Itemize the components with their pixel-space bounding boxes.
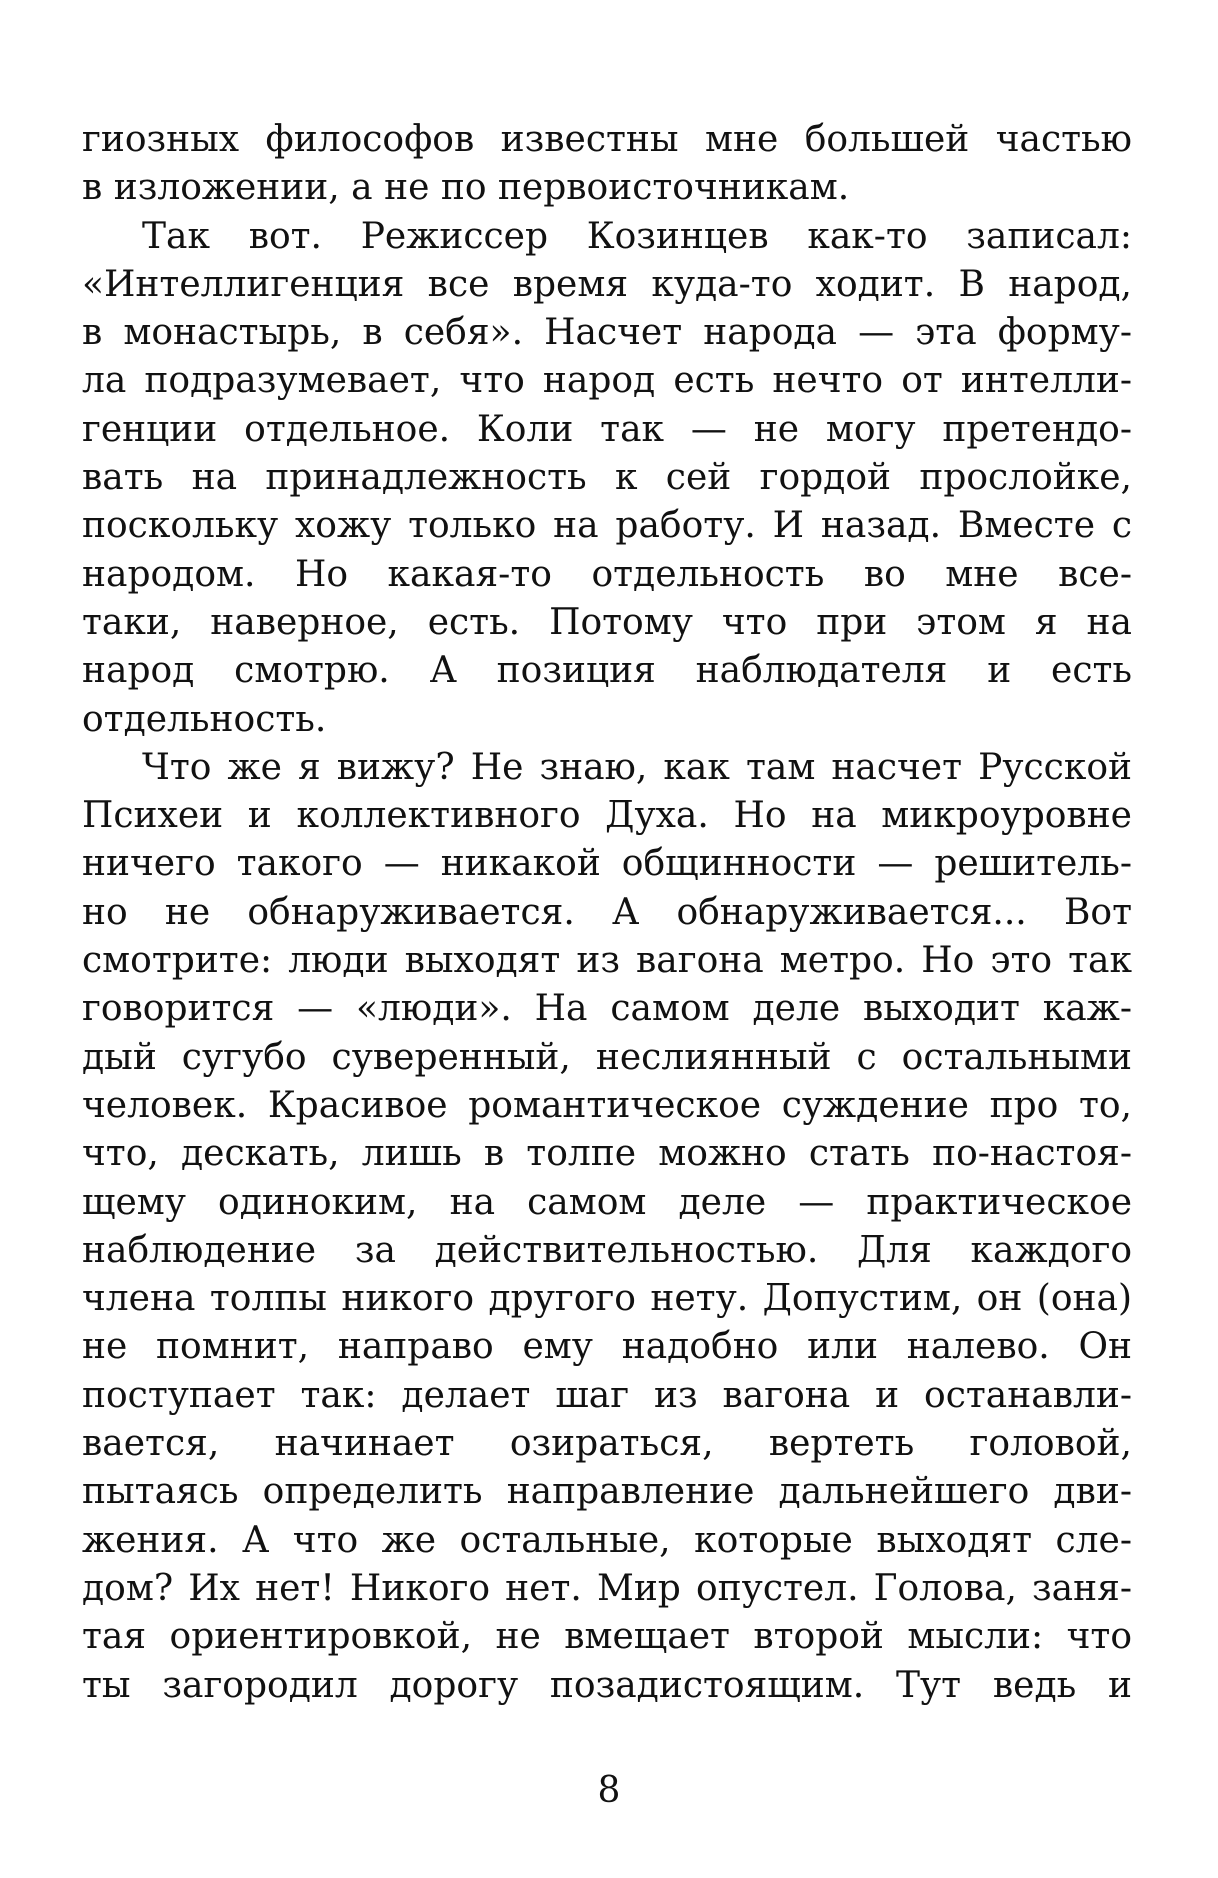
text-line: «Интеллигенция все время куда-то ходит. В народ,	[82, 263, 1132, 305]
text-line: ла подразумевает, что народ есть нечто от интелли-	[82, 360, 1132, 402]
text-line: отдельность.	[82, 698, 327, 740]
text-line: дом? Их нет! Никого нет. Мир опустел. Голова, заня-	[82, 1567, 1132, 1609]
text-line: человек. Красивое романтическое суждение про то,	[82, 1084, 1132, 1126]
text-line: гиозных философов известны мне большей частью	[82, 119, 1132, 160]
text-line: щему одиноким, на самом деле — практическое	[82, 1181, 1132, 1223]
text-line: таки, наверное, есть. Потому что при этом я на	[82, 601, 1132, 643]
text-line: ты загородил дорогу позадистоящим. Тут ведь и	[82, 1664, 1132, 1706]
text-line: вать на принадлежность к сей гордой прослойке,	[82, 457, 1132, 499]
text-line: вается, начинает озираться, вертеть головой,	[82, 1423, 1132, 1465]
text-line: ничего такого — никакой общинности — решитель-	[82, 843, 1132, 885]
text-line: члена толпы никого другого нету. Допустим, он (она)	[82, 1278, 1132, 1320]
text-line: наблюдение за действительностью. Для каждого	[82, 1229, 1132, 1271]
text-line: генции отдельное. Коли так — не могу претендо-	[82, 408, 1132, 450]
text-line: что, дескать, лишь в толпе можно стать по-настоя-	[82, 1133, 1132, 1175]
text-line: народ смотрю. А позиция наблюдателя и есть	[82, 650, 1132, 692]
text-line: смотрите: люди выходят из вагона метро. Но это так	[82, 940, 1132, 982]
text-line: не помнит, направо ему надобно или налево. Он	[82, 1326, 1132, 1368]
text-line: в изложении, а не по первоисточникам.	[82, 167, 850, 209]
text-line: Что же я вижу? Не знаю, как там насчет Русской	[142, 746, 1132, 788]
text-line: поступает так: делает шаг из вагона и останавли-	[82, 1374, 1132, 1416]
text-line: тая ориентировкой, не вмещает второй мысли: что	[82, 1616, 1132, 1658]
text-line: жения. А что же остальные, которые выходят сле-	[82, 1519, 1132, 1561]
text-line: в монастырь, в себя». Насчет народа — эта форму-	[82, 312, 1132, 354]
body-text	[82, 116, 1132, 1710]
page-number: 8	[597, 1770, 621, 1811]
text-line: Психеи и коллективного Духа. Но на микроуровне	[82, 795, 1132, 837]
text-line: народом. Но какая-то отдельность во мне все-	[82, 553, 1132, 595]
text-line: говорится — «люди». На самом деле выходит каж-	[82, 988, 1132, 1030]
text-line: пытаясь определить направление дальнейшего дви-	[82, 1471, 1132, 1513]
text-line: но не обнаруживается. А обнаруживается... Вот	[82, 891, 1132, 933]
text-line: дый сугубо суверенный, неслиянный с остальными	[82, 1036, 1132, 1078]
text-line: Так вот. Режиссер Козинцев как-то записал:	[142, 215, 1132, 257]
text-line: поскольку хожу только на работу. И назад. Вместе с	[82, 505, 1132, 547]
